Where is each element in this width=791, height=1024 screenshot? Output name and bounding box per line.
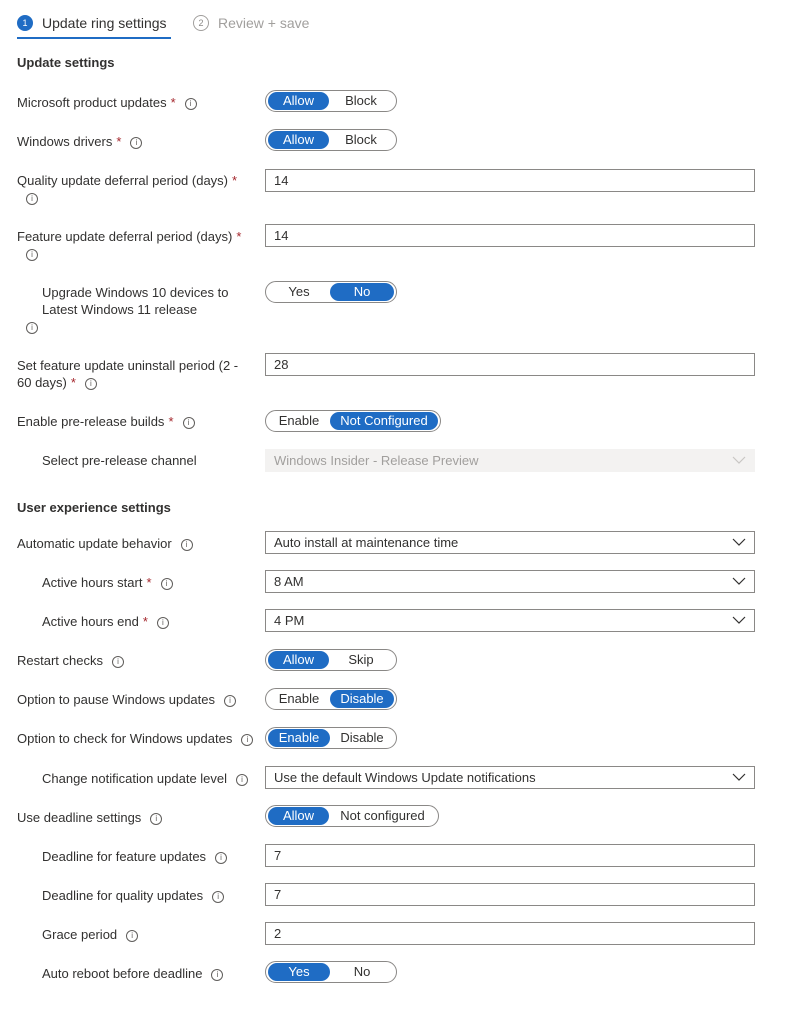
required-mark: * [116,134,122,149]
info-icon[interactable]: i [126,930,138,942]
deadline-feature-label: Deadline for feature updates i [42,848,227,865]
info-icon[interactable]: i [26,249,38,261]
section-title-update-settings: Update settings [17,55,115,70]
option-no[interactable]: No [353,964,371,979]
option-disable[interactable]: Disable [340,730,384,745]
notification-level-select[interactable] [265,766,755,789]
upgrade-win10-toggle[interactable] [265,281,397,303]
required-mark: * [70,375,76,390]
option-not-configured[interactable]: Not Configured [330,412,438,430]
quality-deferral-input[interactable]: 14 [265,169,755,192]
upgrade-win10-info-row [17,318,38,335]
tab-review-save[interactable] [193,8,309,38]
option-yes[interactable]: Yes [268,963,330,981]
info-icon[interactable]: i [26,322,38,334]
option-skip[interactable]: Skip [348,652,374,667]
tab-update-ring-settings[interactable] [17,8,167,38]
info-icon[interactable]: i [241,734,253,746]
info-icon[interactable]: i [183,417,195,429]
deadline-settings-label: Use deadline settings i [17,809,162,826]
select-value: Use the default Windows Update notifications [274,770,536,785]
info-icon[interactable]: i [26,193,38,205]
check-updates-toggle[interactable] [265,727,397,749]
notification-level-label: Change notification update level i [42,770,248,787]
quality-deferral-label: Quality update deferral period (days) * [17,173,238,188]
info-icon[interactable]: i [185,98,197,110]
option-allow[interactable]: Allow [268,131,329,149]
restart-checks-toggle[interactable] [265,649,397,671]
required-mark: * [236,229,242,244]
option-block[interactable]: Block [345,132,377,147]
active-hours-start-select[interactable] [265,570,755,593]
option-allow[interactable]: Allow [268,651,329,669]
pause-updates-toggle[interactable] [265,688,397,710]
grace-period-input[interactable]: 2 [265,922,755,945]
option-allow[interactable]: Allow [268,807,329,825]
info-icon[interactable]: i [161,578,173,590]
active-tab-indicator [17,37,171,39]
deadline-quality-input[interactable]: 7 [265,883,755,906]
option-enable[interactable]: Enable [278,691,320,706]
option-allow[interactable]: Allow [268,92,329,110]
info-icon[interactable]: i [211,969,223,981]
select-value: 8 AM [274,574,304,589]
tab-label: Update ring settings [42,15,167,31]
step-1-badge: 1 [17,15,33,31]
windows-drivers-label: Windows drivers * i [17,133,142,150]
deadline-settings-toggle[interactable] [265,805,439,827]
option-no[interactable]: No [330,283,394,301]
auto-update-behavior-label: Automatic update behavior i [17,535,193,552]
active-hours-end-select[interactable] [265,609,755,632]
info-icon[interactable]: i [236,774,248,786]
select-value: Windows Insider - Release Preview [274,453,479,468]
ms-product-updates-label: Microsoft product updates * i [17,94,197,111]
quality-deferral-info-row [17,189,38,206]
prerelease-builds-label: Enable pre-release builds * i [17,413,195,430]
uninstall-period-label-line1: Set feature update uninstall period (2 - [17,358,239,373]
chevron-down-icon [732,616,746,625]
feature-deferral-info-row [17,245,38,262]
deadline-quality-label: Deadline for quality updates i [42,887,224,904]
required-mark: * [142,614,148,629]
grace-period-label: Grace period i [42,926,138,943]
feature-deferral-input[interactable]: 14 [265,224,755,247]
option-enable[interactable]: Enable [268,729,330,747]
prerelease-builds-toggle[interactable] [265,410,441,432]
upgrade-win10-label-line2: Latest Windows 11 release [42,302,198,317]
info-icon[interactable]: i [130,137,142,149]
section-title-user-experience: User experience settings [17,500,171,515]
prerelease-channel-select [265,449,755,472]
step-2-badge: 2 [193,15,209,31]
info-icon[interactable]: i [85,378,97,390]
chevron-down-icon [732,456,746,465]
info-icon[interactable]: i [112,656,124,668]
required-mark: * [232,173,238,188]
pause-updates-label: Option to pause Windows updates i [17,691,236,708]
auto-update-behavior-select[interactable] [265,531,755,554]
required-mark: * [170,95,176,110]
restart-checks-label: Restart checks i [17,652,124,669]
chevron-down-icon [732,577,746,586]
auto-reboot-toggle[interactable] [265,961,397,983]
active-hours-end-label: Active hours end * i [42,613,169,630]
option-block[interactable]: Block [345,93,377,108]
info-icon[interactable]: i [181,539,193,551]
info-icon[interactable]: i [150,813,162,825]
required-mark: * [146,575,152,590]
upgrade-win10-label-line1: Upgrade Windows 10 devices to [42,285,229,300]
check-updates-label: Option to check for Windows updates i [17,730,253,747]
select-value: Auto install at maintenance time [274,535,459,550]
info-icon[interactable]: i [212,891,224,903]
info-icon[interactable]: i [215,852,227,864]
uninstall-period-input[interactable]: 28 [265,353,755,376]
active-hours-start-label: Active hours start * i [42,574,173,591]
option-enable[interactable]: Enable [278,413,320,428]
deadline-feature-input[interactable]: 7 [265,844,755,867]
auto-reboot-label: Auto reboot before deadline i [42,965,223,982]
feature-deferral-label: Feature update deferral period (days) * [17,229,242,244]
tab-label: Review + save [218,15,310,31]
prerelease-channel-label: Select pre-release channel [42,453,197,468]
info-icon[interactable]: i [157,617,169,629]
chevron-down-icon [732,538,746,547]
ms-product-updates-toggle[interactable] [265,90,397,112]
windows-drivers-toggle[interactable] [265,129,397,151]
option-not-configured[interactable]: Not configured [340,808,425,823]
info-icon[interactable]: i [224,695,236,707]
required-mark: * [168,414,174,429]
uninstall-period-label-line2: 60 days) * i [17,374,97,391]
select-value: 4 PM [274,613,305,628]
chevron-down-icon [732,773,746,782]
option-yes[interactable]: Yes [288,284,310,299]
option-disable[interactable]: Disable [330,690,394,708]
